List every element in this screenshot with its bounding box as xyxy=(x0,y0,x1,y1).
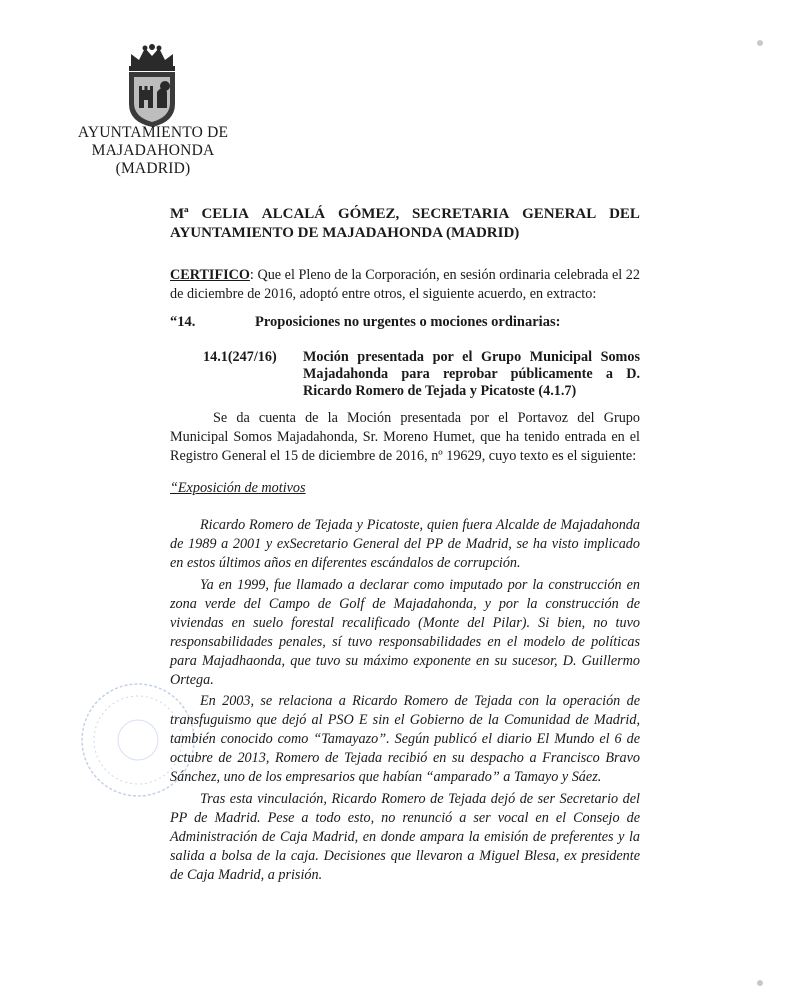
motivos-paragraph: Ricardo Romero de Tejada y Picatoste, quien fuera Alcalde de Majadahonda de 1989 a 2001 y exSecretario General del PP de Madrid, se ha visto implicado en estos últimos años en diferentes escándalos de corrupción. xyxy=(170,517,640,571)
scan-mark xyxy=(757,980,763,986)
title-word: DEL xyxy=(609,206,640,222)
section-title: Proposiciones no urgentes o mociones ordinarias: xyxy=(255,314,561,330)
title-word: ALCALÁ xyxy=(261,206,326,222)
section-number: “14. xyxy=(170,314,196,330)
certifico-text: : Que el Pleno de la Corporación, en sesión ordinaria celebrada el 22 de diciembre de 2016, adoptó entre otros, el siguiente acuerdo, en extracto: xyxy=(170,267,640,302)
title-word: GENERAL xyxy=(522,206,597,222)
scan-mark xyxy=(757,40,763,46)
document-title xyxy=(170,205,640,243)
title-word: CELIA xyxy=(201,206,249,222)
certifico-paragraph xyxy=(170,266,640,304)
title-word: SECRETARIA xyxy=(412,206,510,222)
org-line-2: MAJADAHONDA xyxy=(91,142,215,159)
title-word: GÓMEZ, xyxy=(337,206,400,222)
coat-of-arms-icon xyxy=(119,44,185,128)
motivos-paragraph: Ya en 1999, fue llamado a declarar como imputado por la construcción en zona verde del Campo de Golf de Majadahonda, y por la construcción de viviendas en suelo forestal recalificado (Monte del Pilar). Si bien, no tuvo responsabilidades penales, sí tuvo responsabilidades en el modelo de políticas para Majadhaonda, que tuvo su máximo exponente en su sucesor, D. Guillermo Ortega. xyxy=(170,577,640,688)
intro-paragraph: Se da cuenta de la Moción presentada por el Portavoz del Grupo Municipal Somos Majadahonda, Sr. Moreno Humet, que ha tenido entrada en el Registro General el 15 de diciembre de 2016, nº 19629, cuyo texto es el siguiente: xyxy=(170,410,640,464)
title-word: Mª xyxy=(170,206,189,222)
exposicion-heading: “Exposición de motivos xyxy=(170,480,306,496)
certifico-label: CERTIFICO xyxy=(170,267,250,283)
title-line-1 xyxy=(170,205,640,224)
org-line-3: (MADRID) xyxy=(115,160,191,177)
motivos-paragraph: Tras esta vinculación, Ricardo Romero de Tejada dejó de ser Secretario del PP de Madrid. Pese a todo esto, no renunció a ser vocal en el Consejo de Administración de Caja Madrid, en donde ampara la emisión de preferentes y la salida a bolsa de la caja. Decisiones que llevaron a Miguel Blesa, ex presidente de Caja Madrid, a prisión. xyxy=(170,791,640,883)
subsection-description: Moción presentada por el Grupo Municipal Somos Majadahonda para reprobar públicamente a D. Ricardo Romero de Tejada y Picatoste (4.1.7) xyxy=(303,349,640,399)
title-line-2: AYUNTAMIENTO DE MAJADAHONDA (MADRID) xyxy=(170,225,520,241)
organization-name xyxy=(70,124,236,178)
subsection-code: 14.1(247/16) xyxy=(203,349,277,365)
motivos-paragraph: En 2003, se relaciona a Ricardo Romero de Tejada con la operación de transfuguismo que dejó al PSO E sin el Gobierno de la Comunidad de Madrid, también conocido como “Tamayazo”. Según publicó el diario El Mundo el 6 de octubre de 2013, Romero de Tejada recibió en su despacho a Francisco Bravo Sánchez, uno de los empresarios que habían “amparado” a Tamayo y Sáez. xyxy=(170,693,640,785)
org-line-1: AYUNTAMIENTO DE xyxy=(77,124,229,141)
